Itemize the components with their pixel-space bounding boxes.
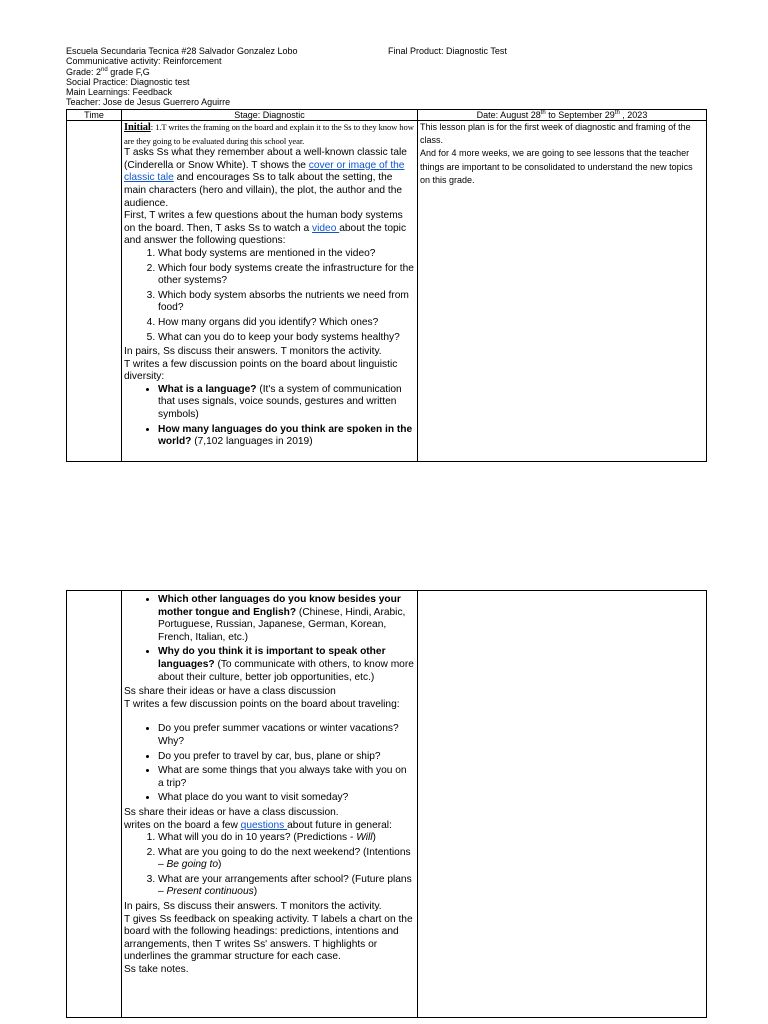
list-item: 5. What can you do to keep your body systems healthy? (158, 332, 415, 345)
list-item: • What is a language? (It's a system of communication that uses signals, voice sounds, gestures and written symbols) (158, 384, 415, 422)
list-item: • Which other languages do you know besides your mother tongue and English? (Chinese, Hindi, Arabic, Portuguese, Russian, Japanese, German, Korean, French, Italian, etc.) (158, 594, 415, 644)
linguistic-paragraph: T writes a few discussion points on the board about linguistic diversity: (124, 358, 398, 383)
classic-tale-paragraph: T asks Ss what they remember about a well-known classic tale (Cinderella or Snow White). T shows the cover or image of the classic tale and encourages Ss to talk about the setting, the main characters (hero and villain), the plot, the author and the audience. (124, 147, 407, 209)
pairs-paragraph-2: In pairs, Ss discuss their answers. T monitors the activity. (124, 901, 382, 913)
school-name: Escuela Secundaria Tecnica #28 Salvador Gonzalez Lobo (66, 46, 298, 56)
list-item: 1. What will you do in 10 years? (Predictions - Will) (158, 832, 415, 845)
table-header-row (67, 110, 707, 121)
teacher: Teacher: Jose de Jesus Guerrero Aguirre (66, 97, 231, 108)
list-item: 1. What body systems are mentioned in the video? (158, 248, 415, 261)
table-row (67, 121, 707, 462)
table-row (67, 591, 707, 1018)
future-questions (124, 832, 415, 899)
list-item: 3. Which body system absorbs the nutrients we need from food? (158, 290, 415, 315)
time-cell (67, 591, 122, 1018)
body-systems-paragraph: First, T writes a few questions about the human body systems on the board. Then, T asks Ss to watch a video about the topic and answer the following questions: (124, 210, 407, 247)
notes-text-2: And for 4 more weeks, we are going to see lessons that the teacher things are important to be consolidated to understand the new topics on this grade. (420, 148, 693, 185)
traveling-paragraph: T writes a few discussion points on the board about traveling: (124, 698, 400, 710)
time-cell (67, 121, 122, 462)
travel-bullets (124, 723, 415, 805)
list-item: • How many languages do you think are spoken in the world? (7,102 languages in 2019) (158, 424, 415, 449)
lesson-plan-table-page-1 (66, 109, 707, 462)
notes-cell (418, 121, 707, 462)
list-item: • Do you prefer to travel by car, bus, plane or ship? (158, 751, 415, 764)
questions-link[interactable]: questions (240, 819, 288, 831)
cover-image-link[interactable]: cover or image of the classic tale (124, 159, 405, 184)
body-systems-questions (124, 248, 415, 344)
video-link[interactable]: video (312, 222, 340, 234)
main-learnings: Main Learnings: Feedback (66, 87, 173, 98)
future-paragraph: writes on the board a few questions about future in general: (124, 819, 392, 831)
pairs-paragraph: In pairs, Ss discuss their answers. T monitors the activity. (124, 346, 382, 358)
languages-bullets (124, 594, 415, 684)
notes-text-1: This lesson plan is for the first week of diagnostic and framing of the class. (420, 122, 691, 146)
notes-cell (418, 591, 707, 1018)
col-date: Date: August 28th to September 29th , 2023 (418, 110, 707, 121)
stage-cell (122, 121, 418, 462)
list-item: 3. What are your arrangements after school? (Future plans – Present continuous) (158, 874, 415, 899)
initial-paragraph: Initial: 1.T writes the framing on the board and explain it to the Ss to they know how are they going to be evaluated during this school year. (124, 122, 414, 146)
communicative-activity: Communicative activity: Reinforcement (66, 56, 222, 67)
col-stage: Stage: Diagnostic (122, 110, 418, 121)
take-notes: Ss take notes. (124, 964, 189, 976)
grade: Grade: 2nd grade F,G (66, 66, 150, 77)
final-product: Final Product: Diagnostic Test (388, 46, 507, 56)
share-ideas-2: Ss share their ideas or have a class discussion. (124, 806, 339, 818)
feedback-paragraph: T gives Ss feedback on speaking activity. T labels a chart on the board with the following headings: predictions, intentions and arrangements, then T writes Ss' answers. T highlights or underlines the grammar structure for each case. (124, 913, 413, 963)
document-header (66, 46, 706, 108)
list-item: 2. Which four body systems create the infrastructure for the other systems? (158, 263, 415, 288)
list-item: • Why do you think it is important to speak other languages? (To communicate with others, to know more about their culture, better job opportunities, etc.) (158, 646, 415, 684)
linguistic-bullets (124, 384, 415, 449)
social-practice: Social Practice: Diagnostic test (66, 76, 190, 87)
list-item: 2. What are you going to do the next weekend? (Intentions – Be going to) (158, 847, 415, 872)
list-item: • What place do you want to visit someday? (158, 792, 415, 805)
lesson-plan-table-page-2 (66, 590, 707, 1018)
col-time: Time (67, 110, 122, 121)
list-item: • Do you prefer summer vacations or winter vacations? Why? (158, 723, 415, 748)
share-ideas-1: Ss share their ideas or have a class discussion (124, 686, 336, 698)
list-item: 4. How many organs did you identify? Which ones? (158, 317, 415, 330)
stage-cell (122, 591, 418, 1018)
list-item: • What are some things that you always take with you on a trip? (158, 765, 415, 790)
